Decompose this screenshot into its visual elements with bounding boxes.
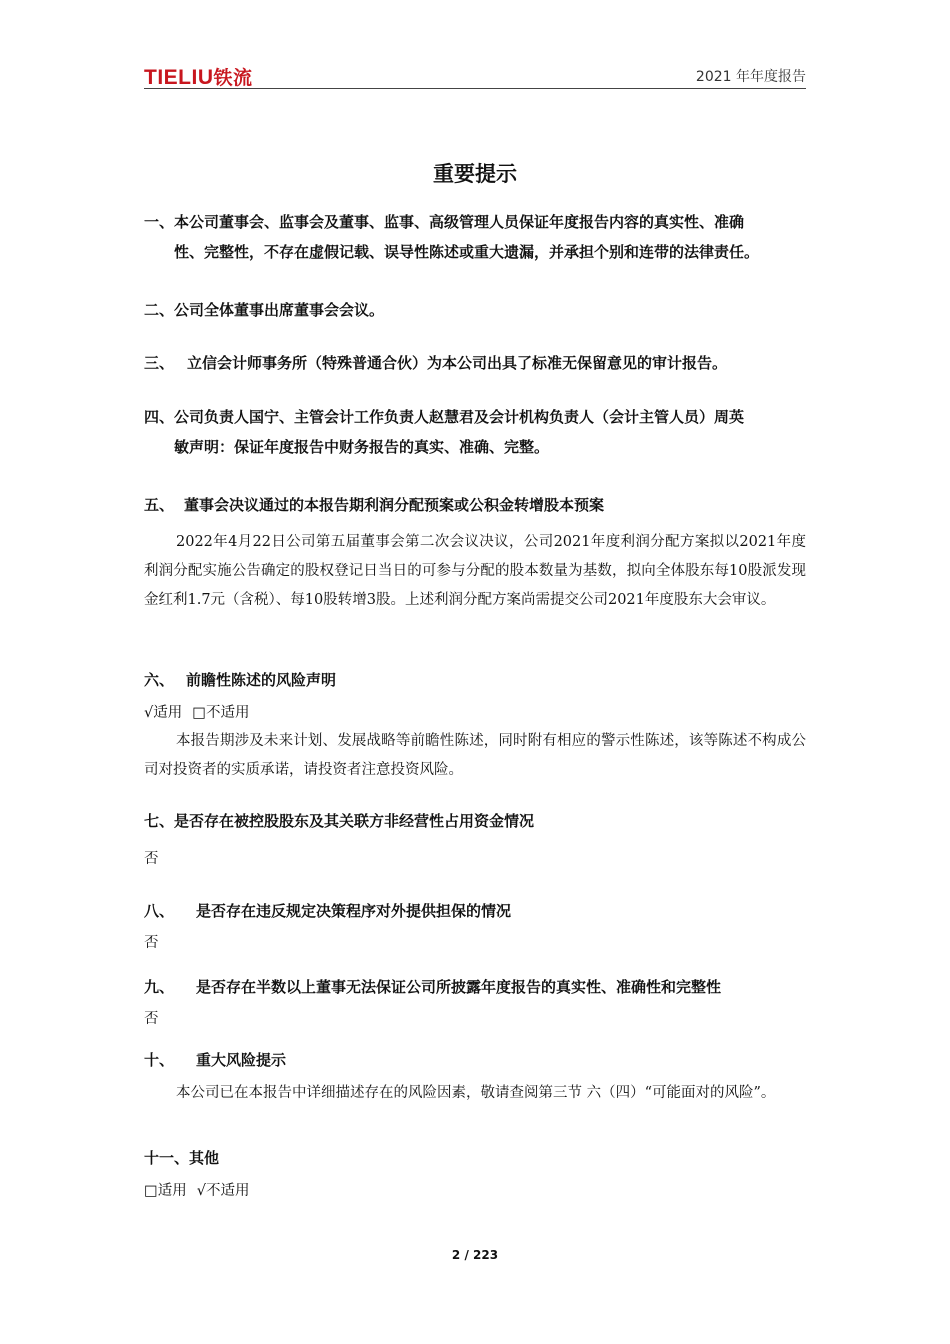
section-11-option-not-applicable: √不适用: [196, 1183, 250, 1199]
logo-text-en: TIELIU: [144, 66, 214, 89]
section-3: [144, 348, 806, 378]
section-11-options: [144, 1178, 806, 1204]
section-10-heading: [144, 1045, 806, 1075]
section-8-number: 八、: [144, 902, 175, 920]
section-4-line2: 敏声明：保证年度报告中财务报告的真实、准确、完整。: [174, 438, 550, 456]
section-5-heading: [144, 490, 806, 520]
section-6-option-applicable: √适用: [144, 705, 183, 721]
section-10-body: 本公司已在本报告中详细描述存在的风险因素，敬请查阅第三节 六（四）“可能面对的风险”。: [176, 1085, 776, 1101]
section-2-number: 二、: [144, 301, 175, 319]
section-1: [144, 207, 806, 267]
section-6-number: 六、: [144, 671, 175, 689]
section-4: [144, 402, 806, 462]
section-11-heading: [144, 1143, 806, 1173]
section-6-heading-text: 前瞻性陈述的风险声明: [186, 671, 337, 689]
section-6-heading: [144, 665, 806, 695]
header-divider: [144, 88, 806, 89]
section-8-heading-text: 是否存在违反规定决策程序对外提供担保的情况: [196, 902, 512, 920]
section-10-number: 十、: [144, 1051, 175, 1069]
section-9-heading-text: 是否存在半数以上董事无法保证公司所披露年度报告的真实性、准确性和完整性: [196, 978, 722, 996]
section-5-body: 2022年4月22日公司第五届董事会第二次会议决议，公司2021年度利润分配方案拟以2021年度利润分配实施公告确定的股权登记日当日的可参与分配的股本数量为基数，拟向全体股东每10股派发现金红利1.7元（含税）、每10股转增3股。上述利润分配方案尚需提交公司2021年度股东大会审议。: [144, 534, 806, 608]
section-4-number: 四、: [144, 408, 175, 426]
section-2-text: 公司全体董事出席董事会会议。: [174, 301, 385, 319]
section-7-number: 七、: [144, 812, 175, 830]
section-4-line1: 公司负责人国宁、主管会计工作负责人赵慧君及会计机构负责人（会计主管人员）周英: [174, 408, 745, 426]
section-7-answer: 否: [144, 851, 159, 867]
section-2: [144, 295, 806, 325]
report-title: 2021 年年度报告: [695, 69, 806, 85]
section-9-heading: [144, 972, 806, 1002]
section-10-heading-text: 重大风险提示: [196, 1051, 287, 1069]
section-6-body: 本报告期涉及未来计划、发展战略等前瞻性陈述，同时附有相应的警示性陈述，该等陈述不构成公司对投资者的实质承诺，请投资者注意投资风险。: [144, 733, 806, 778]
page-number: 2 / 223: [451, 1248, 499, 1262]
page-title: 重要提示: [433, 162, 517, 186]
section-7-heading-text: 是否存在被控股股东及其关联方非经营性占用资金情况: [174, 812, 535, 830]
section-8-heading: [144, 896, 806, 926]
section-11-option-applicable: □适用: [144, 1183, 187, 1199]
section-3-text: 立信会计师事务所（特殊普通合伙）为本公司出具了标准无保留意见的审计报告。: [187, 354, 728, 372]
section-9-number: 九、: [144, 978, 175, 996]
section-5-number: 五、: [144, 496, 175, 514]
section-11-number: 十一、: [144, 1149, 190, 1167]
section-6-options: [144, 700, 806, 726]
section-5-heading-text: 董事会决议通过的本报告期利润分配预案或公积金转增股本预案: [184, 496, 605, 514]
logo-text-cn: 铁流: [213, 67, 253, 89]
section-1-number: 一、: [144, 213, 175, 231]
section-8-answer: 否: [144, 935, 159, 951]
section-1-line2: 性、完整性，不存在虚假记载、误导性陈述或重大遗漏，并承担个别和连带的法律责任。: [174, 243, 760, 261]
section-7-heading: [144, 806, 806, 836]
section-3-number: 三、: [144, 354, 175, 372]
section-1-line1: 本公司董事会、监事会及董事、监事、高级管理人员保证年度报告内容的真实性、准确: [174, 213, 745, 231]
section-6-option-not-applicable: □不适用: [192, 705, 250, 721]
company-logo: [144, 66, 253, 90]
section-9-answer: 否: [144, 1011, 159, 1027]
section-11-heading-text: 其他: [189, 1149, 220, 1167]
